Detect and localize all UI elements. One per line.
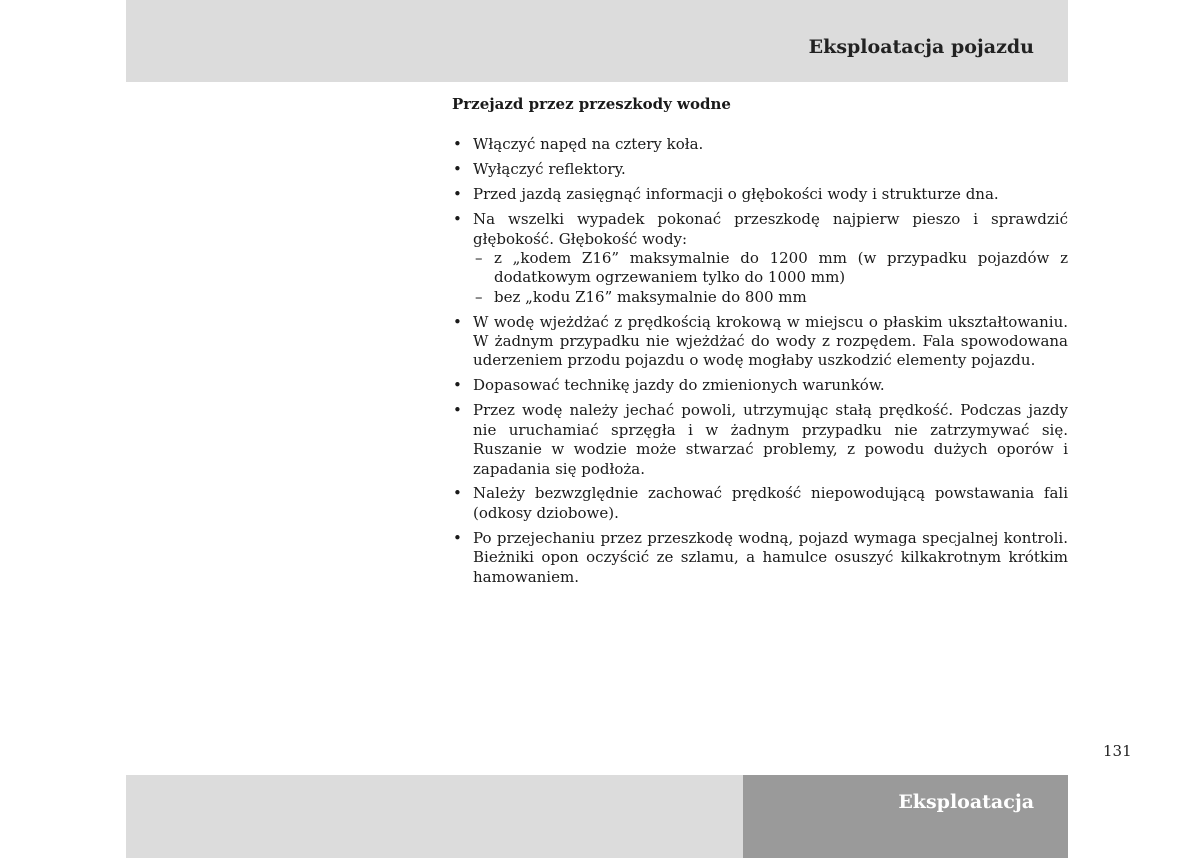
footer-chapter-tab <box>743 775 1068 858</box>
instruction-list <box>452 135 1068 587</box>
list-item: • Przez wodę należy jechać powoli, utrzymując stałą prędkość. Podczas jazdy nie uruchamiać sprzęgła i w żadnym przypadku nie zatrzymywać się. Ruszanie w wodzie może stwarzać problemy, z powodu dużych oporów i zapadania się podłoża. <box>452 401 1068 479</box>
sublist-item: – bez „kodu Z16” maksymalnie do 800 mm <box>473 288 1068 307</box>
sublist-item: – z „kodem Z16” maksymalnie do 1200 mm (w przypadku pojazdów z dodatkowym ogrzewaniem tylko do 1000 mm) <box>473 249 1068 288</box>
list-item: • Dopasować technikę jazdy do zmienionych warunków. <box>452 376 1068 395</box>
list-item: • Należy bezwzględnie zachować prędkość niepowodującą powstawania fali (odkosy dziobowe). <box>452 484 1068 523</box>
list-item: • W wodę wjeżdżać z prędkością krokową w miejscu o płaskim ukształtowaniu. W żadnym przypadku nie wjeżdżać do wody z rozpędem. Fala spowodowana uderzeniem przodu pojazdu o wodę mogłaby uszkodzić elementy pojazdu. <box>452 313 1068 371</box>
main-content <box>452 95 1068 592</box>
list-item: • Po przejechaniu przez przeszkodę wodną, pojazd wymaga specjalnej kontroli. Bieżniki opon oczyścić ze szlamu, a hamulce osuszyć kilkakrotnym krótkim hamowaniem. <box>452 529 1068 587</box>
footer-chapter-label: Eksploatacja <box>898 791 1034 813</box>
list-item: • Przed jazdą zasięgnąć informacji o głębokości wody i strukturze dna. <box>452 185 1068 204</box>
page-header-title: Eksploatacja pojazdu <box>808 36 1034 58</box>
depth-sublist <box>473 249 1068 307</box>
footer-band <box>126 775 743 858</box>
list-item: • Włączyć napęd na cztery koła. <box>452 135 1068 154</box>
list-item-depth <box>452 210 1068 307</box>
section-title: Przejazd przez przeszkody wodne <box>452 95 731 113</box>
list-item: • Wyłączyć reflektory. <box>452 160 1068 179</box>
list-item-text: Na wszelki wypadek pokonać przeszkodę najpierw pieszo i sprawdzić głębokość. Głębokość wody: <box>473 210 1068 248</box>
header-band <box>126 0 1068 82</box>
page-number: 131 <box>1103 742 1132 760</box>
